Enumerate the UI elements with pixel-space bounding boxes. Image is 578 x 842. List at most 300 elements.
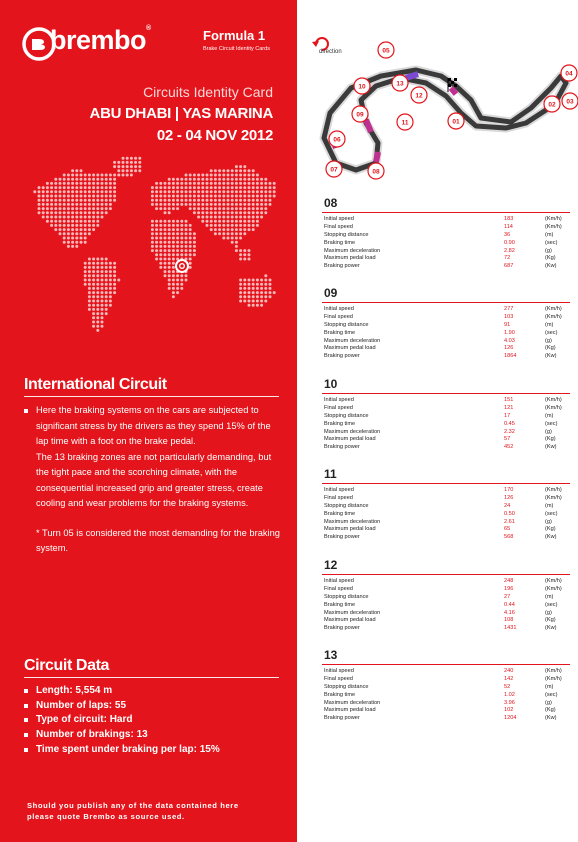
map-dot xyxy=(168,253,171,256)
metric-label: Stopping distance xyxy=(324,502,369,509)
metric-label: Maximum pedal load xyxy=(324,255,376,262)
map-dot xyxy=(227,207,230,210)
map-dot xyxy=(248,304,251,307)
map-dot xyxy=(172,220,175,223)
map-dot xyxy=(155,237,158,240)
metric-label: Initial speed xyxy=(324,487,354,493)
map-dot xyxy=(84,237,87,240)
map-dot xyxy=(80,216,83,219)
map-dot xyxy=(84,228,87,231)
map-dot xyxy=(54,190,57,193)
map-dot xyxy=(243,207,246,210)
map-dot xyxy=(164,266,167,269)
map-dot xyxy=(101,190,104,193)
map-dot xyxy=(248,258,251,261)
map-dot xyxy=(185,253,188,256)
metric-row xyxy=(324,338,567,346)
metric-row xyxy=(324,436,567,444)
map-dot xyxy=(252,224,255,227)
map-dot xyxy=(168,207,171,210)
map-dot xyxy=(155,190,158,193)
map-dot xyxy=(96,329,99,332)
map-dot xyxy=(159,241,162,244)
map-dot xyxy=(260,195,263,198)
map-dot xyxy=(130,174,133,177)
map-dot xyxy=(96,220,99,223)
metric-label: Initial speed xyxy=(324,306,354,312)
map-dot xyxy=(231,178,234,181)
svg-text:02: 02 xyxy=(548,101,556,109)
map-dot xyxy=(84,199,87,202)
braking-metrics xyxy=(324,397,567,452)
metric-row xyxy=(324,345,567,353)
map-dot xyxy=(105,308,108,311)
map-dot xyxy=(252,178,255,181)
metric-unit: (Kg) xyxy=(545,617,556,624)
map-dot xyxy=(222,216,225,219)
map-dot xyxy=(218,174,221,177)
map-dot xyxy=(59,216,62,219)
metric-unit: (Kw) xyxy=(545,715,557,722)
map-dot xyxy=(185,241,188,244)
map-dot xyxy=(54,211,57,214)
braking-turn-number: 09 xyxy=(324,286,338,300)
map-dot xyxy=(105,258,108,261)
map-dot xyxy=(117,174,120,177)
metric-value: 170 xyxy=(504,487,514,493)
metric-value: 687 xyxy=(504,263,514,270)
map-dot xyxy=(155,245,158,248)
braking-turn-number: 11 xyxy=(324,467,337,481)
metric-value: 24 xyxy=(504,502,511,509)
map-dot xyxy=(239,190,242,193)
map-dot xyxy=(88,300,91,303)
map-dot xyxy=(172,245,175,248)
map-dot xyxy=(214,182,217,185)
map-dot xyxy=(164,258,167,261)
metric-value: 1.02 xyxy=(504,691,515,698)
map-dot xyxy=(42,203,45,206)
map-dot xyxy=(264,274,267,277)
map-dot xyxy=(46,203,49,206)
map-dot xyxy=(75,195,78,198)
map-dot xyxy=(168,245,171,248)
map-dot xyxy=(50,186,53,189)
map-dot xyxy=(227,228,230,231)
corner-marker xyxy=(411,87,427,103)
braking-metrics xyxy=(324,668,567,723)
map-dot xyxy=(101,266,104,269)
corner-marker xyxy=(378,42,394,58)
map-dot xyxy=(63,186,66,189)
map-dot xyxy=(248,190,251,193)
map-dot xyxy=(231,232,234,235)
map-dot xyxy=(206,195,209,198)
map-dot xyxy=(227,211,230,214)
map-dot xyxy=(239,253,242,256)
map-dot xyxy=(159,203,162,206)
map-dot xyxy=(84,190,87,193)
map-dot xyxy=(239,220,242,223)
metric-label: Maximum deceleration xyxy=(324,337,381,344)
map-dot xyxy=(46,182,49,185)
map-dot xyxy=(252,186,255,189)
map-dot xyxy=(96,262,99,265)
map-dot xyxy=(239,224,242,227)
map-dot xyxy=(109,195,112,198)
map-dot xyxy=(96,312,99,315)
map-dot xyxy=(189,182,192,185)
map-dot xyxy=(248,169,251,172)
map-dot xyxy=(193,211,196,214)
map-dot xyxy=(42,195,45,198)
map-dot xyxy=(109,266,112,269)
map-dot xyxy=(227,178,230,181)
map-dot xyxy=(256,304,259,307)
map-dot xyxy=(227,224,230,227)
metric-label: Braking power xyxy=(324,625,360,632)
map-dot xyxy=(75,232,78,235)
map-dot xyxy=(101,207,104,210)
map-dot xyxy=(155,220,158,223)
map-dot xyxy=(243,178,246,181)
map-dot xyxy=(248,283,251,286)
map-dot xyxy=(189,245,192,248)
map-dot xyxy=(269,182,272,185)
map-dot xyxy=(252,174,255,177)
map-dot xyxy=(243,295,246,298)
map-dot xyxy=(96,178,99,181)
map-dot xyxy=(227,203,230,206)
metric-unit: (sec) xyxy=(545,239,558,246)
metric-value: 568 xyxy=(504,534,514,541)
metric-unit: (Km/h) xyxy=(545,216,562,222)
map-dot xyxy=(88,211,91,214)
source-note-line-2: please quote Brembo as source used. xyxy=(27,811,185,821)
map-dot xyxy=(176,279,179,282)
map-dot xyxy=(214,195,217,198)
map-dot xyxy=(84,174,87,177)
map-dot xyxy=(88,266,91,269)
world-dot-map xyxy=(14,150,289,365)
map-dot xyxy=(231,203,234,206)
map-dot xyxy=(180,274,183,277)
map-dot xyxy=(109,295,112,298)
metric-value: 196 xyxy=(504,585,514,592)
metric-unit: (g) xyxy=(545,609,552,616)
map-dot xyxy=(227,174,230,177)
map-dot xyxy=(239,178,242,181)
map-dot xyxy=(101,199,104,202)
map-dot xyxy=(197,207,200,210)
map-dot xyxy=(206,178,209,181)
map-dot xyxy=(138,169,141,172)
map-dot xyxy=(67,224,70,227)
map-dot xyxy=(159,224,162,227)
map-dot xyxy=(84,203,87,206)
map-dot xyxy=(155,203,158,206)
metric-value: 248 xyxy=(504,578,514,584)
map-dot xyxy=(168,203,171,206)
map-dot xyxy=(63,211,66,214)
map-dot xyxy=(63,224,66,227)
map-dot xyxy=(239,291,242,294)
metric-unit: (g) xyxy=(545,699,552,706)
metric-label: Maximum pedal load xyxy=(324,345,376,352)
map-dot xyxy=(38,190,41,193)
map-dot xyxy=(243,182,246,185)
metric-unit: (Km/h) xyxy=(545,487,562,493)
map-dot xyxy=(260,279,263,282)
map-dot xyxy=(168,224,171,227)
map-dot xyxy=(197,203,200,206)
metric-row xyxy=(324,715,567,723)
metric-value: 121 xyxy=(504,404,514,411)
map-dot xyxy=(67,203,70,206)
map-dot xyxy=(109,279,112,282)
map-dot xyxy=(168,195,171,198)
map-dot xyxy=(180,249,183,252)
map-dot xyxy=(201,203,204,206)
svg-text:04: 04 xyxy=(565,70,573,78)
map-dot xyxy=(109,178,112,181)
map-dot xyxy=(113,262,116,265)
metric-value: 27 xyxy=(504,593,511,600)
metric-label: Braking power xyxy=(324,353,360,360)
map-dot xyxy=(101,321,104,324)
metric-row xyxy=(324,586,567,594)
map-dot xyxy=(252,283,255,286)
map-dot xyxy=(201,211,204,214)
map-dot xyxy=(63,232,66,235)
metric-unit: (m) xyxy=(545,412,554,419)
map-dot xyxy=(235,165,238,168)
map-dot xyxy=(239,295,242,298)
map-dot xyxy=(256,186,259,189)
map-dot xyxy=(38,186,41,189)
map-dot xyxy=(54,216,57,219)
map-dot xyxy=(84,224,87,227)
map-dot xyxy=(256,211,259,214)
map-dot xyxy=(151,190,154,193)
map-dot xyxy=(231,182,234,185)
map-dot xyxy=(239,182,242,185)
map-dot xyxy=(239,228,242,231)
map-dot xyxy=(172,270,175,273)
map-dot xyxy=(96,308,99,311)
map-dot xyxy=(105,174,108,177)
map-dot xyxy=(269,199,272,202)
map-dot xyxy=(46,207,49,210)
metric-row xyxy=(324,405,567,413)
map-dot xyxy=(130,169,133,172)
map-dot xyxy=(63,178,66,181)
direction-label: direction xyxy=(319,49,342,55)
map-dot xyxy=(197,178,200,181)
map-dot xyxy=(92,186,95,189)
metric-unit: (Kw) xyxy=(545,263,557,270)
map-dot xyxy=(159,190,162,193)
map-dot xyxy=(117,161,120,164)
map-dot xyxy=(256,220,259,223)
map-dot xyxy=(222,195,225,198)
map-dot xyxy=(222,174,225,177)
map-dot xyxy=(101,262,104,265)
map-dot xyxy=(227,237,230,240)
map-dot xyxy=(168,232,171,235)
map-dot xyxy=(155,228,158,231)
metric-value: 142 xyxy=(504,675,514,682)
map-dot xyxy=(155,186,158,189)
map-dot xyxy=(248,228,251,231)
map-dot xyxy=(164,182,167,185)
map-dot xyxy=(264,207,267,210)
map-dot xyxy=(88,232,91,235)
metric-row xyxy=(324,526,567,534)
metric-value: 114 xyxy=(504,223,513,230)
map-dot xyxy=(105,279,108,282)
metric-label: Final speed xyxy=(324,313,353,320)
map-dot xyxy=(105,207,108,210)
metric-value: 2.32 xyxy=(504,428,515,435)
map-dot xyxy=(206,186,209,189)
map-dot xyxy=(231,186,234,189)
map-dot xyxy=(96,316,99,319)
metric-unit: (sec) xyxy=(545,420,558,427)
map-dot xyxy=(71,245,74,248)
metric-row xyxy=(324,255,567,263)
map-dot xyxy=(75,169,78,172)
map-dot xyxy=(71,216,74,219)
map-dot xyxy=(180,178,183,181)
map-dot xyxy=(109,207,112,210)
map-dot xyxy=(96,266,99,269)
map-dot xyxy=(235,174,238,177)
map-dot xyxy=(71,203,74,206)
map-dot xyxy=(71,182,74,185)
corner-marker xyxy=(448,113,464,129)
metric-value: 2.82 xyxy=(504,247,515,254)
map-dot xyxy=(92,190,95,193)
metric-label: Initial speed xyxy=(324,216,354,222)
metric-label: Braking time xyxy=(324,329,356,336)
metric-label: Braking power xyxy=(324,263,360,270)
map-dot xyxy=(88,270,91,273)
map-dot xyxy=(54,220,57,223)
map-dot xyxy=(151,224,154,227)
map-dot xyxy=(50,220,53,223)
map-dot xyxy=(42,199,45,202)
metric-value: 72 xyxy=(504,255,511,262)
map-dot xyxy=(227,182,230,185)
metric-value: 0.44 xyxy=(504,601,515,608)
map-dot xyxy=(176,195,179,198)
map-dot xyxy=(88,304,91,307)
map-dot xyxy=(164,249,167,252)
map-dot xyxy=(59,190,62,193)
metric-row xyxy=(324,429,567,437)
map-dot xyxy=(222,169,225,172)
map-dot xyxy=(180,186,183,189)
map-dot xyxy=(172,287,175,290)
metric-label: Braking time xyxy=(324,420,356,427)
map-dot xyxy=(84,220,87,223)
map-dot xyxy=(159,232,162,235)
map-dot xyxy=(176,291,179,294)
map-dot xyxy=(80,174,83,177)
map-dot xyxy=(113,270,116,273)
map-dot xyxy=(222,203,225,206)
metric-unit: (Kg) xyxy=(545,345,556,352)
map-dot xyxy=(248,182,251,185)
map-dot xyxy=(155,195,158,198)
map-dot xyxy=(269,195,272,198)
map-dot xyxy=(84,182,87,185)
map-dot xyxy=(117,165,120,168)
map-dot xyxy=(256,174,259,177)
map-dot xyxy=(168,178,171,181)
metric-value: 65 xyxy=(504,526,511,533)
map-dot xyxy=(176,182,179,185)
map-dot xyxy=(222,237,225,240)
svg-text:06: 06 xyxy=(333,136,341,144)
map-dot xyxy=(227,169,230,172)
map-dot xyxy=(264,195,267,198)
map-dot xyxy=(168,182,171,185)
braking-metrics xyxy=(324,306,567,361)
map-dot xyxy=(63,241,66,244)
map-dot xyxy=(96,186,99,189)
map-dot xyxy=(193,237,196,240)
map-dot xyxy=(176,283,179,286)
map-dot xyxy=(80,237,83,240)
map-dot xyxy=(248,178,251,181)
map-dot xyxy=(260,287,263,290)
metric-row xyxy=(324,306,567,314)
map-dot xyxy=(92,182,95,185)
map-dot xyxy=(235,190,238,193)
map-dot xyxy=(214,216,217,219)
map-dot xyxy=(63,199,66,202)
map-dot xyxy=(46,186,49,189)
map-dot xyxy=(46,190,49,193)
map-dot xyxy=(172,295,175,298)
map-dot xyxy=(172,186,175,189)
map-dot xyxy=(210,190,213,193)
map-dot xyxy=(33,190,36,193)
map-dot xyxy=(193,241,196,244)
map-dot xyxy=(180,232,183,235)
map-dot xyxy=(206,211,209,214)
card-title: Circuits Identity Card xyxy=(143,84,273,100)
map-dot xyxy=(260,304,263,307)
metric-unit: (Km/h) xyxy=(545,668,562,674)
map-dot xyxy=(88,274,91,277)
map-dot xyxy=(96,195,99,198)
map-dot xyxy=(159,195,162,198)
map-dot xyxy=(59,232,62,235)
map-dot xyxy=(222,182,225,185)
map-dot xyxy=(67,241,70,244)
map-dot xyxy=(206,220,209,223)
map-dot xyxy=(130,165,133,168)
map-dot xyxy=(67,216,70,219)
map-dot xyxy=(105,274,108,277)
map-dot xyxy=(38,207,41,210)
map-dot xyxy=(92,279,95,282)
map-dot xyxy=(185,232,188,235)
map-dot xyxy=(189,237,192,240)
